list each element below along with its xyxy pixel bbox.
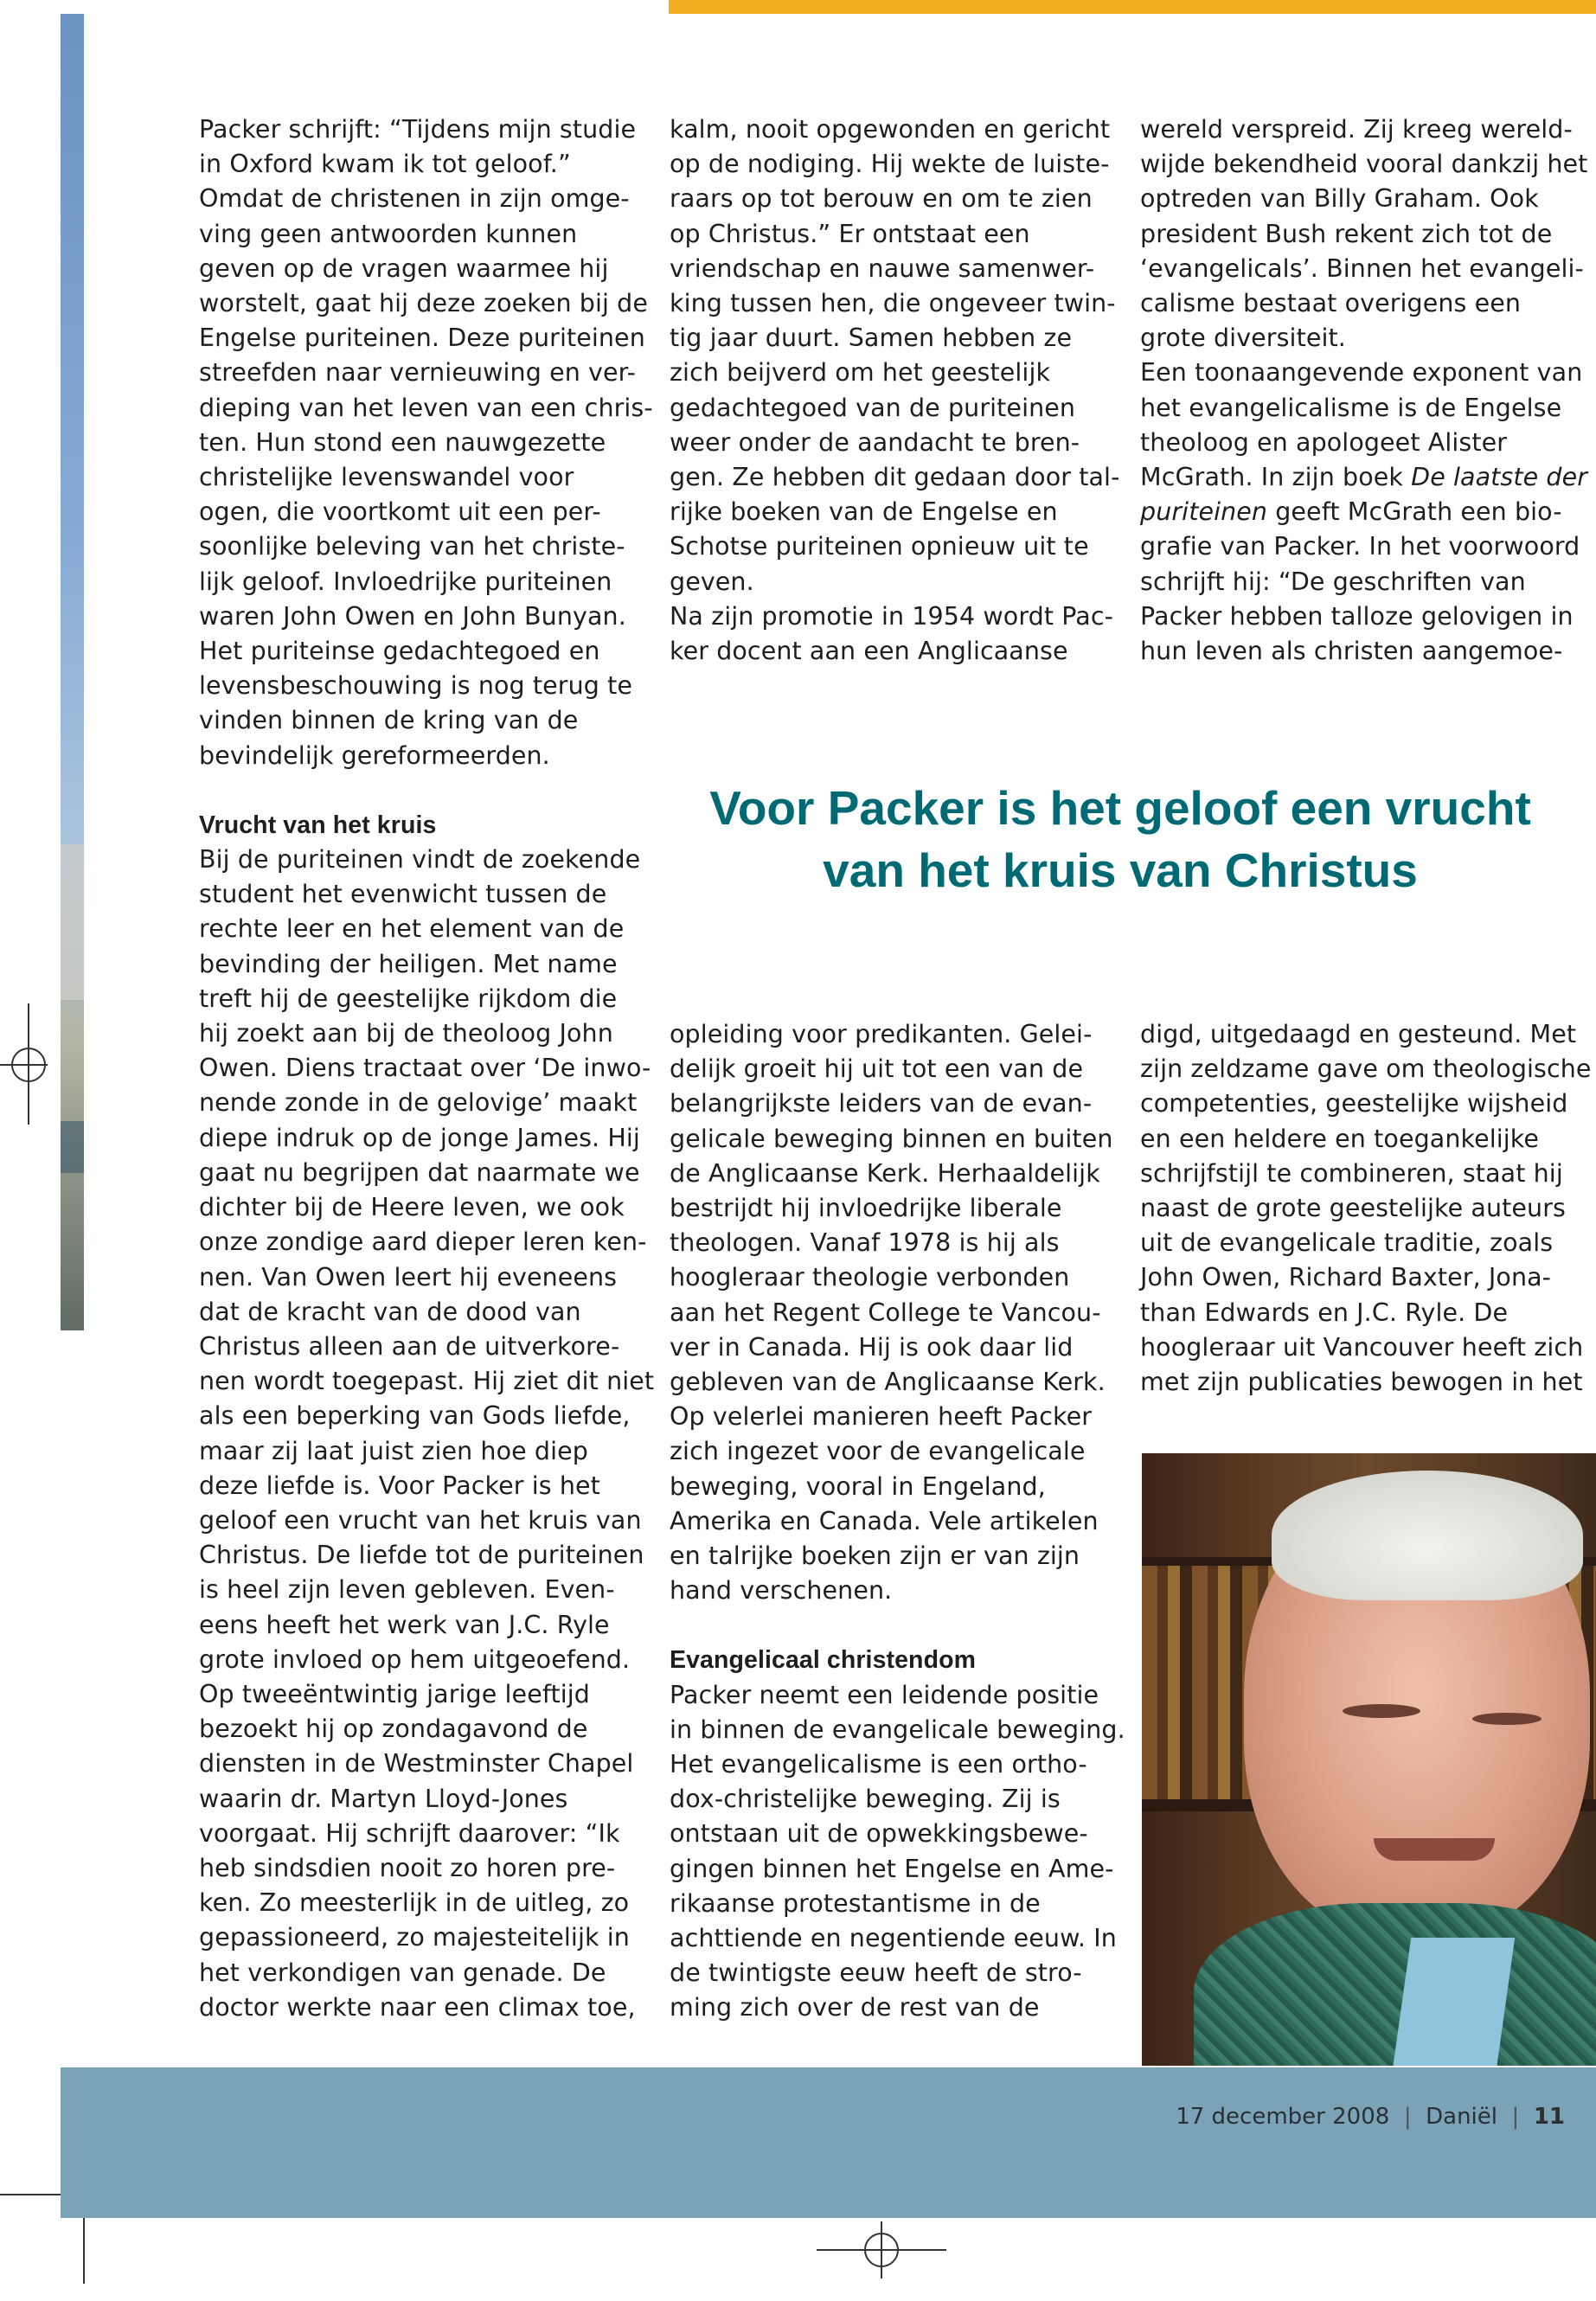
text-line: rikaanse protestantisme in de	[670, 1888, 1041, 1918]
text-line: uit de evangelicale traditie, zoals	[1140, 1228, 1554, 1258]
text-line: zich ingezet voor de evangelicale	[670, 1437, 1086, 1466]
portrait-photo	[1142, 1453, 1596, 2066]
text-line: op Christus.” Er ontstaat een	[670, 219, 1030, 248]
footer-band	[61, 2067, 1596, 2218]
text-line: geloof een vrucht van het kruis van	[199, 1505, 642, 1535]
footer-publication: Daniël	[1426, 2104, 1497, 2130]
text-line: tig jaar duurt. Samen hebben ze	[670, 324, 1073, 353]
text-line: treft hij de geestelijke rijkdom die	[199, 984, 618, 1013]
text-line: en een heldere en toegankelijke	[1140, 1124, 1539, 1153]
text-line: Op velerlei manieren heeft Packer	[670, 1402, 1093, 1432]
text-line: met zijn publicaties bewogen in het	[1140, 1368, 1583, 1397]
text-line: worstelt, gaat hij deze zoeken bij de	[199, 289, 649, 318]
text-line: Op tweeëntwintig jarige leeftijd	[199, 1679, 590, 1708]
text-line: Packer hebben talloze gelovigen in	[1140, 601, 1574, 631]
page-number: 11	[1533, 2104, 1565, 2130]
book-line-prefix: McGrath. In zijn boek	[1140, 463, 1412, 492]
text-line: levensbeschouwing is nog terug te	[199, 671, 633, 701]
subheading-vrucht-van-het-kruis: Vrucht van het kruis	[199, 811, 437, 839]
text-line: in Oxford kwam ik tot geloof.”	[199, 150, 571, 179]
column-1-paragraph-1	[199, 112, 654, 773]
text-line: ming zich over de rest van de	[670, 1993, 1040, 2022]
text-line: president Bush rekent zich tot de	[1140, 219, 1553, 248]
text-line: bestrijdt hij invloedrijke liberale	[670, 1194, 1062, 1223]
column-3-book-line	[1140, 460, 1587, 495]
text-line: raars op tot berouw en om te zien	[670, 184, 1093, 214]
text-line: ving geen antwoorden kunnen	[199, 219, 578, 248]
text-line: grafie van Packer. In het voorwoord	[1140, 532, 1580, 561]
text-line: ken. Zo meesterlijk in de uitleg, zo	[199, 1888, 630, 1918]
text-line: de twintigste eeuw heeft de stro-	[670, 1958, 1082, 1988]
text-line: Omdat de christenen in zijn omge-	[199, 184, 630, 214]
text-line: beweging, vooral in Engeland,	[670, 1471, 1046, 1501]
text-line: waarin dr. Martyn Lloyd-Jones	[199, 1784, 568, 1813]
text-line: delijk groeit hij uit tot een van de	[670, 1054, 1084, 1084]
text-line: dox-christelijke beweging. Zij is	[670, 1785, 1061, 1814]
column-3-book-line-2	[1140, 495, 1587, 529]
text-line: Schotse puriteinen opnieuw uit te	[670, 532, 1089, 561]
registration-mark-icon	[864, 2233, 899, 2267]
text-line: zich beijverd om het geestelijk	[670, 358, 1051, 388]
text-line: diepe indruk op de jonge James. Hij	[199, 1123, 640, 1152]
text-line: nen. Van Owen leert hij eveneens	[199, 1262, 618, 1292]
text-line: doctor werkte naar een climax toe,	[199, 1992, 636, 2022]
text-line: heb sindsdien nooit zo horen pre-	[199, 1853, 616, 1882]
column-3-top-lines-a	[1140, 112, 1587, 460]
text-line: ten. Hun stond een nauwgezette	[199, 427, 606, 457]
column-3-bottom	[1140, 1017, 1592, 1400]
text-line: geven op de vragen waarmee hij	[199, 253, 609, 283]
pull-quote-line-1: Voor Packer is het geloof een vrucht	[709, 781, 1531, 835]
text-line: Christus alleen aan de uitverkore-	[199, 1331, 620, 1361]
text-line: de Anglicaanse Kerk. Herhaaldelijk	[670, 1158, 1100, 1188]
text-line: theoloog en apologeet Alister	[1140, 427, 1508, 457]
text-line: ver in Canada. Hij is ook daar lid	[670, 1332, 1074, 1362]
text-line: digd, uitgedaagd en gesteund. Met	[1140, 1020, 1577, 1048]
text-line: diensten in de Westminster Chapel	[199, 1749, 634, 1779]
text-line: wereld verspreid. Zij kreeg wereld-	[1140, 115, 1573, 144]
registration-mark-icon	[11, 1048, 46, 1082]
text-line: ontstaan uit de opwekkingsbewe-	[670, 1819, 1088, 1849]
column-2-top-paragraph	[670, 112, 1119, 669]
column-3-top-lines-b	[1140, 529, 1587, 669]
crop-mark	[0, 2194, 61, 2195]
text-line: Een toonaangevende exponent van	[1140, 358, 1583, 388]
text-line: hij zoekt aan bij de theoloog John	[199, 1019, 613, 1048]
text-line: kalm, nooit opgewonden en gericht	[670, 115, 1111, 144]
column-1	[199, 112, 654, 2025]
text-line: gelicale beweging binnen en buiten	[670, 1124, 1113, 1153]
text-line: bevinding der heiligen. Met name	[199, 949, 618, 978]
text-line: opleiding voor predikanten. Gelei-	[670, 1020, 1093, 1048]
text-line: Packer neemt een leidende positie	[670, 1680, 1099, 1709]
text-line: is heel zijn leven gebleven. Even-	[199, 1575, 615, 1605]
text-line: than Edwards en J.C. Ryle. De	[1140, 1298, 1509, 1327]
text-line: Engelse puriteinen. Deze puriteinen	[199, 324, 645, 353]
text-line: zijn zeldzame gave om theologische	[1140, 1054, 1592, 1084]
text-line: vinden binnen de kring van de	[199, 706, 579, 735]
column-2-bottom-paragraph-2	[670, 1678, 1125, 2026]
column-3-top	[1140, 112, 1587, 669]
text-line: gedachtegoed van de puriteinen	[670, 393, 1076, 422]
text-line: soonlijke beleving van het christe-	[199, 532, 625, 561]
text-line: Bij de puriteinen vindt de zoekende	[199, 845, 641, 875]
text-line: rechte leer en het element van de	[199, 914, 625, 944]
book-title-part-2: puriteinen	[1140, 497, 1268, 527]
text-line: streefden naar vernieuwing en ver-	[199, 358, 637, 388]
column-2-bottom	[670, 1017, 1125, 2026]
text-line: christelijke levenswandel voor	[199, 463, 574, 492]
text-line: schrijft hij: “De geschriften van	[1140, 567, 1526, 596]
text-line: achttiende en negentiende eeuw. In	[670, 1924, 1117, 1953]
text-line: Na zijn promotie in 1954 wordt Pac-	[670, 601, 1114, 631]
text-line: vriendschap en nauwe samenwer-	[670, 253, 1095, 283]
text-line: ogen, die voortkomt uit een per-	[199, 497, 601, 527]
text-line: king tussen hen, die ongeveer twin-	[670, 289, 1116, 318]
text-line: hoogleraar theologie verbonden	[670, 1263, 1070, 1292]
text-line: dichter bij de Heere leven, we ook	[199, 1193, 625, 1222]
text-line: bevindelijk gereformeerden.	[199, 740, 550, 770]
text-line: eens heeft het werk van J.C. Ryle	[199, 1610, 610, 1639]
text-line: naast de grote geestelijke auteurs	[1140, 1194, 1566, 1223]
text-line: theologen. Vanaf 1978 is hij als	[670, 1228, 1060, 1258]
pull-quote-line-2: van het kruis van Christus	[823, 843, 1418, 897]
text-line: rijke boeken van de Engelse en	[670, 497, 1058, 527]
text-line: nen wordt toegepast. Hij ziet dit niet	[199, 1367, 655, 1396]
text-line: hoogleraar uit Vancouver heeft zich	[1140, 1332, 1584, 1362]
text-line: op de nodiging. Hij wekte de luiste-	[670, 150, 1110, 179]
top-accent-bar	[669, 0, 1596, 14]
text-line: Christus. De liefde tot de puriteinen	[199, 1541, 644, 1570]
text-line: grote invloed op hem uitgeoefend.	[199, 1644, 631, 1674]
text-line: schrijfstijl te combineren, staat hij	[1140, 1158, 1563, 1188]
text-line: gingen binnen het Engelse en Ame-	[670, 1854, 1114, 1883]
text-line: geven.	[670, 567, 754, 596]
text-line: belangrijkste leiders van de evan-	[670, 1089, 1093, 1118]
footer-date: 17 december 2008	[1176, 2104, 1390, 2130]
text-line: het verkondigen van genade. De	[199, 1958, 606, 1987]
text-line: John Owen, Richard Baxter, Jona-	[1140, 1263, 1552, 1292]
text-line: maar zij laat juist zien hoe diep	[199, 1436, 588, 1465]
book-line-suffix: geeft McGrath een bio-	[1267, 497, 1562, 527]
column-2-top	[670, 112, 1119, 669]
text-line: in binnen de evangelicale beweging.	[670, 1715, 1125, 1744]
text-line: aan het Regent College te Vancou-	[670, 1298, 1101, 1327]
text-line: grote diversiteit.	[1140, 324, 1346, 353]
text-line: Owen. Diens tractaat over ‘De inwo-	[199, 1054, 651, 1083]
text-line: bezoekt hij op zondagavond de	[199, 1715, 588, 1744]
crop-mark	[83, 2214, 85, 2284]
text-line: nende zonde in de gelovige’ maakt	[199, 1088, 638, 1118]
footer-separator: |	[1403, 2104, 1412, 2130]
text-line: ‘evangelicals’. Binnen het evangeli-	[1140, 253, 1584, 283]
footer-separator-2: |	[1511, 2104, 1520, 2130]
text-line: competenties, geestelijke wijsheid	[1140, 1089, 1568, 1118]
text-line: Amerika en Canada. Vele artikelen	[670, 1506, 1099, 1535]
text-line: waren John Owen en John Bunyan.	[199, 601, 626, 631]
subheading-evangelicaal-christendom: Evangelicaal christendom	[670, 1646, 977, 1675]
text-line: en talrijke boeken zijn er van zijn	[670, 1541, 1080, 1571]
text-line: gaat nu begrijpen dat naarmate we	[199, 1157, 640, 1187]
text-line: onze zondige aard dieper leren ken-	[199, 1227, 647, 1257]
book-title-part-1: De laatste der	[1411, 463, 1588, 492]
text-line: weer onder de aandacht te bren-	[670, 427, 1080, 457]
text-line: wijde bekendheid vooral dankzij het	[1140, 150, 1588, 179]
text-line: Het evangelicalisme is een ortho-	[670, 1750, 1087, 1779]
column-1-paragraph-2	[199, 843, 654, 2025]
text-line: dat de kracht van de dood van	[199, 1297, 581, 1326]
text-line: als een beperking van Gods liefde,	[199, 1401, 631, 1431]
text-line: gebleven van de Anglicaanse Kerk.	[670, 1368, 1106, 1397]
text-line: calisme bestaat overigens een	[1140, 289, 1522, 318]
text-line: gepassioneerd, zo majesteitelijk in	[199, 1923, 630, 1952]
left-photo-strip	[61, 14, 84, 1330]
text-line: deze liefde is. Voor Packer is het	[199, 1471, 600, 1500]
text-line: hun leven als christen aangemoe-	[1140, 637, 1563, 666]
text-line: Packer schrijft: “Tijdens mijn studie	[199, 115, 637, 144]
footer-folio	[1176, 2104, 1565, 2130]
text-line: het evangelicalisme is de Engelse	[1140, 393, 1562, 422]
text-line: dieping van het leven van een chris-	[199, 393, 653, 422]
pull-quote	[666, 777, 1574, 901]
text-line: hand verschenen.	[670, 1576, 893, 1606]
column-3-bottom-paragraph	[1140, 1017, 1592, 1400]
text-line: optreden van Billy Graham. Ook	[1140, 184, 1539, 214]
text-line: student het evenwicht tussen de	[199, 880, 607, 909]
column-2-bottom-paragraph-1	[670, 1017, 1125, 1608]
text-line: ker docent aan een Anglicaanse	[670, 637, 1068, 666]
text-line: voorgaat. Hij schrijft daarover: “Ik	[199, 1818, 620, 1848]
text-line: Het puriteinse gedachtegoed en	[199, 637, 600, 666]
text-line: lijk geloof. Invloedrijke puriteinen	[199, 567, 612, 596]
text-line: gen. Ze hebben dit gedaan door tal-	[670, 463, 1120, 492]
